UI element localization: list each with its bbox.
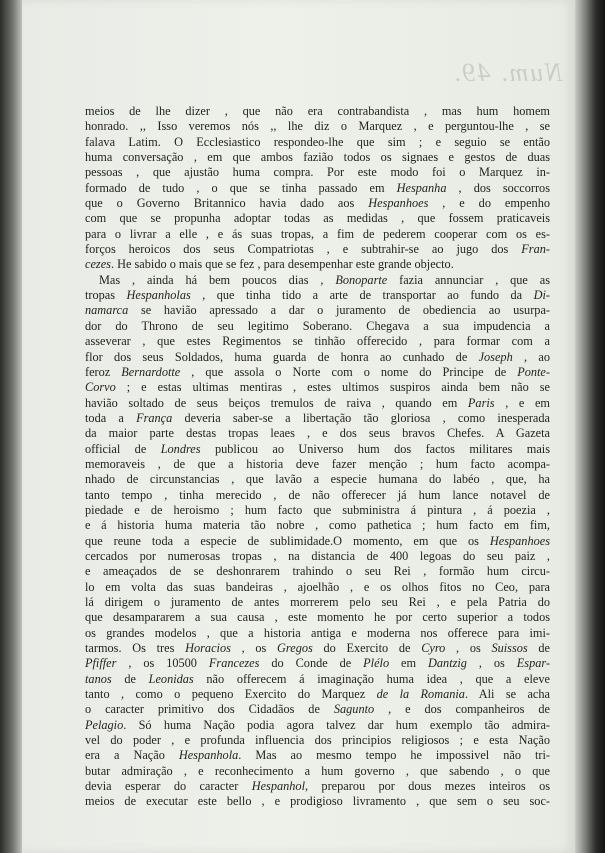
italic-name: Bernardotte [121, 364, 181, 379]
text-line [85, 718, 550, 733]
text-run: huma conversação , em que ambos fazião todos os signaes e gestos de duas [85, 150, 550, 165]
text-run: , os 10500 [116, 656, 209, 671]
text-line [85, 135, 550, 150]
text-run: do Exercito de [312, 641, 422, 656]
italic-name: Corvo [85, 380, 116, 395]
italic-name: Hespanhoes [489, 533, 550, 548]
italic-name: Sagunto [333, 702, 375, 717]
text-run: que reune toda a especie de sublimidade.O momento, em que os [85, 533, 490, 548]
text-run: , que tinha tido a arte de transportar ao fundo da [190, 288, 534, 303]
text-run: , que assola o Norte com o nome do Principe de [180, 364, 518, 379]
text-run: de [111, 671, 149, 686]
italic-name: Pelagio [85, 717, 124, 732]
text-line [85, 273, 550, 288]
book-gutter-shadow [0, 0, 22, 853]
text-run: pessoas , que ajustão huma compra. Por este modo foi o Marquez in- [85, 165, 550, 180]
text-line [85, 303, 550, 318]
text-line [85, 779, 550, 794]
text-line [85, 457, 550, 472]
text-run: , dos soccorros [446, 180, 550, 195]
text-run: , os [445, 641, 492, 656]
italic-name: França [136, 410, 173, 425]
text-run: dor do Throno de seu legitimo Soberano. Chegava a sua impudencia a [85, 318, 550, 333]
text-run: butar admiração , e reconhecimento a hum governo , que sabendo , o que [85, 763, 550, 778]
italic-name: de la Romania [376, 687, 465, 702]
text-line [85, 411, 550, 426]
text-line [85, 150, 550, 165]
text-run: o caracter primitivo dos Cidadãos de [85, 702, 334, 717]
text-line [85, 442, 550, 457]
text-run: piedade e de heroismo ; hum facto que subministra á pintura , á poezia , [85, 502, 550, 517]
text-run: fazia annunciar , que as [387, 272, 550, 287]
text-line [85, 488, 550, 503]
text-run: honrado. ,, Isso veremos nós ,, lhe diz o Marquez , e perguntou-lhe , se [85, 119, 550, 134]
text-run: e ameaçados de se deshonrarem trahindo o seu Rei , formão hum circu- [85, 564, 550, 579]
italic-name: Paris [467, 395, 495, 410]
text-run: que o Governo Britannico havia dado aos [85, 196, 369, 211]
text-line [85, 641, 550, 656]
text-line [85, 365, 550, 380]
text-line [85, 350, 550, 365]
text-run: Mas , ainda há bem poucos dias , [99, 272, 336, 287]
italic-name: Hespanhoes [368, 196, 429, 211]
text-line [85, 518, 550, 533]
text-run: não offerecem á imaginação huma idea , que a eleve [193, 671, 550, 686]
text-line [85, 672, 550, 687]
italic-name: Plélo [363, 656, 390, 671]
text-run: , e do empenho [428, 196, 550, 211]
text-run: meios de executar este bello , e prodigioso livramento , que sem o seu soc- [85, 794, 550, 809]
text-run: ; e estas ultimas mentiras , estes ultimos suspiros ainda bem não se [115, 380, 550, 395]
text-run: asseverar , que estes Regimentos se tinhão offerecido , para formar com a [85, 334, 550, 349]
text-run: do Conde de [259, 656, 364, 671]
text-run: . Mas ao mesmo tempo he impossivel não tri- [238, 748, 550, 763]
text-line [85, 165, 550, 180]
text-run: para o livrar a elle , e ás suas tropas, a fim de pederem cooperar com os es- [85, 226, 550, 241]
italic-name: Hespanhola [178, 748, 239, 763]
text-run: que desampararem a sua causa , este momento he por certo superior a todos [85, 610, 550, 625]
text-line [85, 211, 550, 226]
text-line [85, 794, 550, 809]
text-line [85, 288, 550, 303]
text-run: em [389, 656, 429, 671]
text-run: com que se propunha adoptar todas as medidas , que fossem praticaveis [85, 211, 550, 226]
italic-name: Gregos [277, 641, 313, 656]
italic-name: Hespanhol [251, 779, 305, 794]
text-run: cercados por numerosas tropas , na distancia de 400 legoas do seu paiz , [85, 548, 550, 563]
text-line [85, 181, 550, 196]
text-line [85, 319, 550, 334]
text-line [85, 610, 550, 625]
italic-name: cezes [85, 257, 111, 272]
text-run: flor dos seus Soldados, huma guarda de honra ao cunhado de [85, 349, 479, 364]
text-run: formado de tudo , o que se tinha passado em [85, 180, 397, 195]
text-line [85, 472, 550, 487]
text-line [85, 396, 550, 411]
text-run: era a Nação [85, 748, 179, 763]
text-run: tarmos. Os tres [85, 641, 186, 656]
text-line [85, 426, 550, 441]
text-run: forços heroicos dos seus Compatriotas , e subtrahir-se ao jugo dos [85, 242, 522, 257]
text-run: havião soltado de seus beiços tremulos de raiva , quando em [85, 395, 468, 410]
text-run: deveria saber-se a libertação tão gloriosa , como inesperada [172, 410, 550, 425]
italic-name: Francezes [208, 656, 260, 671]
text-run: . He sabido o mais que se fez , para desempenhar este grande objecto. [110, 257, 454, 272]
text-run: , preparou por dous mezes inteiros os [305, 779, 550, 794]
text-run: lo em volta das suas bandeiras , ajoelhão , e os olhos fitos no Ceo, para [85, 579, 550, 594]
text-line [85, 595, 550, 610]
text-line [85, 626, 550, 641]
text-line [85, 580, 550, 595]
text-run: feroz [85, 364, 122, 379]
text-line [85, 748, 550, 763]
italic-name: Fran- [521, 242, 550, 257]
text-line [85, 534, 550, 549]
book-edge-shadow [575, 0, 605, 853]
italic-name: Leonidas [148, 671, 194, 686]
italic-name: Horacios [185, 641, 231, 656]
italic-name: tanos [85, 671, 112, 686]
italic-name: Espar- [516, 656, 550, 671]
text-run: nhado de circunstancias , que lavão a especie humana do labéo , que, ha [85, 472, 550, 487]
text-run: se havião apressado a dar o juramento de obediencia ao usurpa- [128, 303, 550, 318]
text-line [85, 380, 550, 395]
italic-name: Dantzig [428, 656, 467, 671]
italic-name: Hespanholas [126, 288, 191, 303]
text-run: , e dos companheiros de [374, 702, 550, 717]
text-run: toda a [85, 410, 137, 425]
text-run: tanto , como o pequeno Exercito do Marquez [85, 687, 377, 702]
text-line [85, 733, 550, 748]
italic-name: Hespanha [396, 180, 447, 195]
text-run: tanto tempo , tinha merecido , de não offerecer já hum lance notavel de [85, 487, 550, 502]
italic-name: Bonoparte [335, 272, 388, 287]
text-line [85, 687, 550, 702]
italic-name: Pfiffer [85, 656, 117, 671]
italic-name: Joseph [478, 349, 513, 364]
text-run: , os [230, 641, 278, 656]
text-run: falava Latim. O Ecclesiastico respondeo-lhe que sim ; e seguio se então [85, 134, 550, 149]
text-line [85, 503, 550, 518]
text-run: , ao [512, 349, 550, 364]
text-line [85, 656, 550, 671]
text-run: official de [85, 441, 161, 456]
text-run: , e em [494, 395, 550, 410]
text-line [85, 257, 550, 272]
text-run: publicou ao Universo hum dos factos militares mais [200, 441, 550, 456]
italic-name: Cyro [421, 641, 446, 656]
text-line [85, 764, 550, 779]
text-line [85, 334, 550, 349]
body-text [85, 104, 550, 810]
italic-name: Di- [533, 288, 550, 303]
text-run: os grandes modelos , que a historia antiga e moderna nos offerece para imi- [85, 625, 550, 640]
bleed-through-text: Num. 49. [452, 58, 563, 87]
text-run: de [527, 641, 551, 656]
italic-name: Londres [160, 441, 201, 456]
text-run: , os [466, 656, 517, 671]
text-run: memoraveis , de que a historia deve fazer menção ; hum facto acompa- [85, 456, 550, 471]
italic-name: Suissos [491, 641, 528, 656]
text-run: devia esperar do caracter [85, 779, 252, 794]
text-run: meios de lhe dizer , que não era contrabandista , mas hum homem [85, 104, 550, 118]
italic-name: namarca [85, 303, 129, 318]
text-line [85, 242, 550, 257]
text-run: vel do poder , e profunda influencia dos principios religiosos ; e esta Nação [85, 733, 550, 748]
text-run: lá dirigem o juramento de antes morrerem pelo seu Rei , e pela Patria do [85, 595, 550, 609]
text-run: tropas [85, 288, 127, 303]
text-line [85, 196, 550, 211]
text-line [85, 564, 550, 579]
text-run: . Ali se acha [464, 687, 550, 702]
text-line [85, 119, 550, 134]
text-line [85, 549, 550, 564]
text-run: da maior parte destas tropas leaes , e dos seus bravos Chefes. A Gazeta [85, 426, 550, 441]
italic-name: Ponte- [517, 364, 550, 379]
text-line [85, 702, 550, 717]
text-run: . Só huma Nação podia agora talvez dar hum exemplo tão admira- [123, 717, 550, 732]
text-line [85, 227, 550, 242]
text-run: e á historia huma materia tão nobre , como pathetica ; hum facto em fim, [85, 518, 550, 533]
text-line [85, 104, 550, 119]
